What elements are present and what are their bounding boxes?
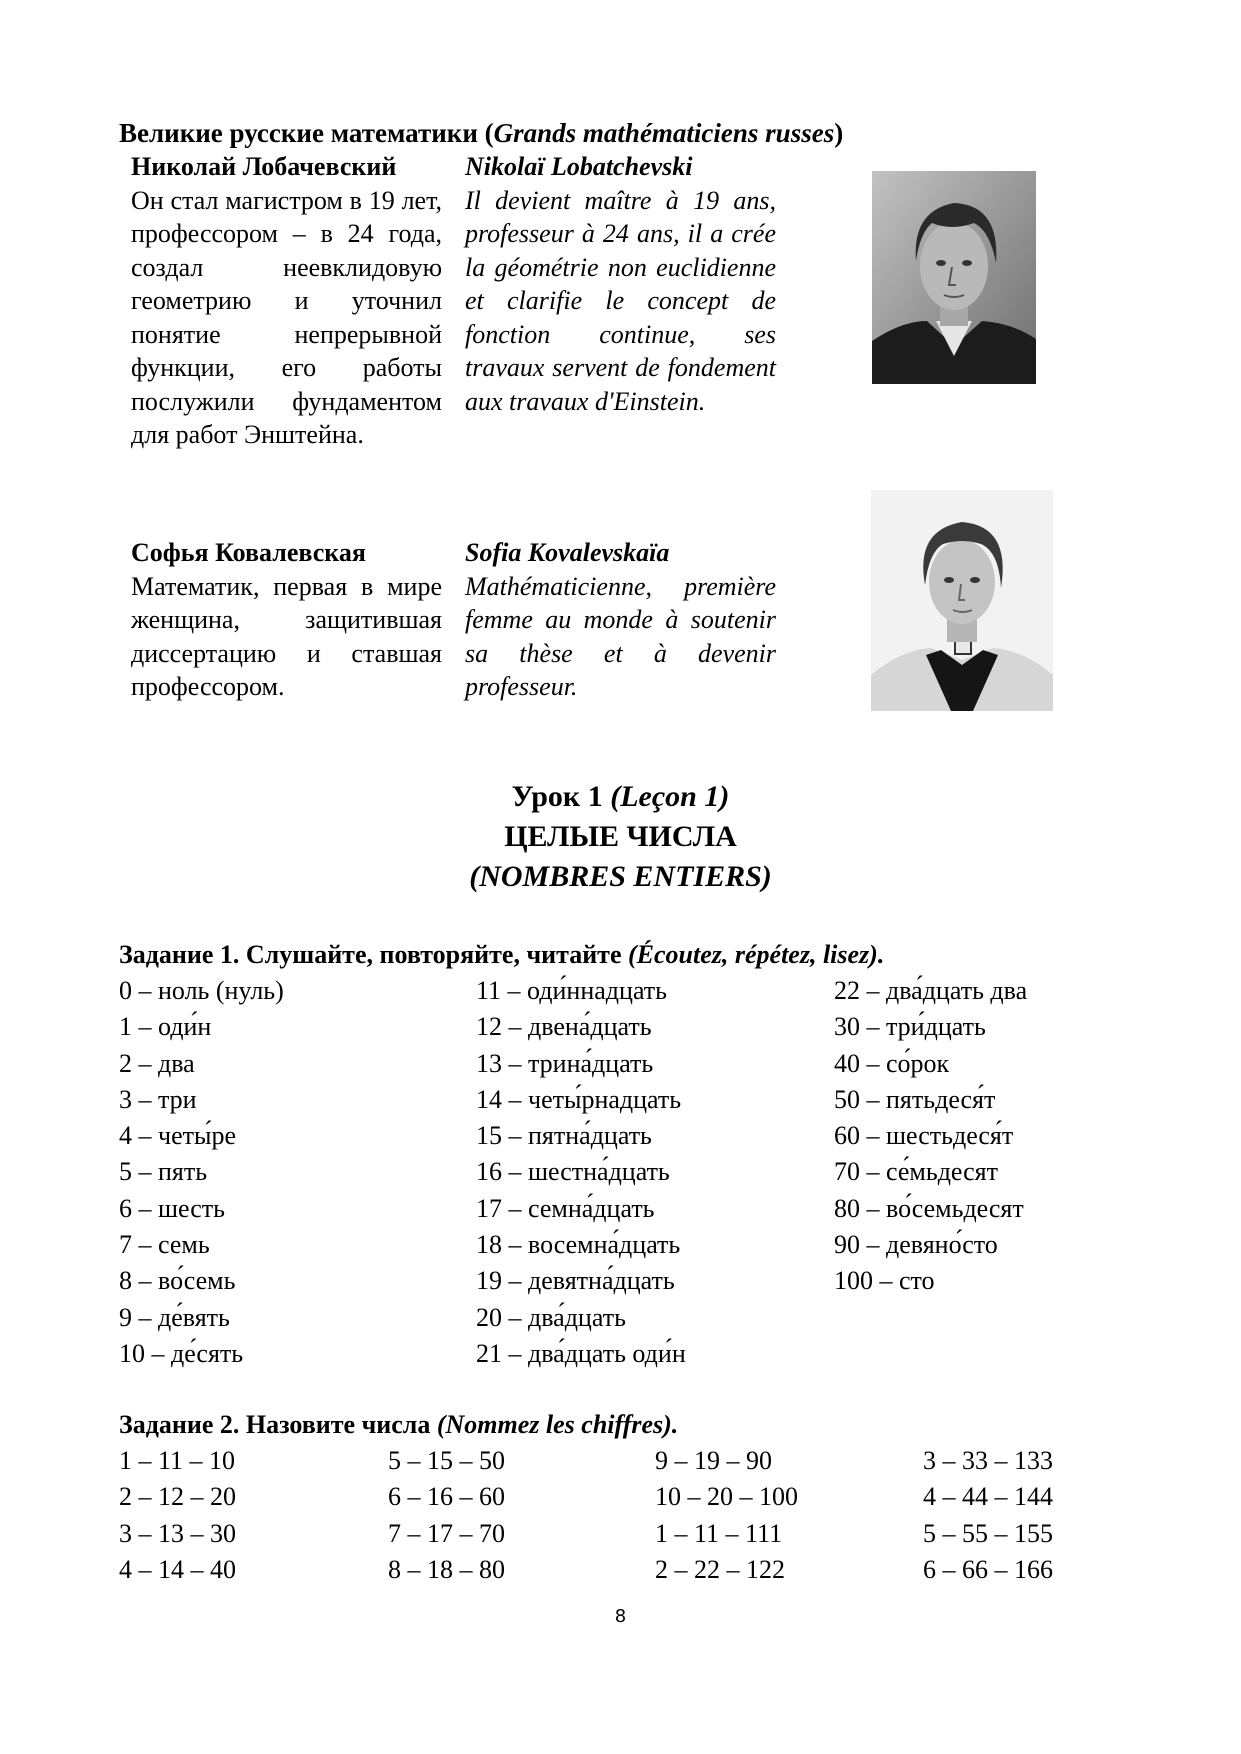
- number-sequence-item: 6 – 66 – 166: [923, 1554, 1053, 1584]
- number-word-item: 2 – два: [119, 1048, 195, 1078]
- number-word-item: 70 – се́мьдесят: [834, 1157, 998, 1187]
- text-lobachevsky-ru: Он стал магистром в 19 лет, профессором – в 24 года, создал неевклидовую геометрию и уточнил понятие непрерывной функции, его работы послужили фундаментом для работ Энштейна.: [131, 185, 442, 449]
- task1-column-2: [476, 973, 686, 1372]
- section-title-ru: Великие русские математики: [119, 118, 478, 148]
- lesson-title-fr-wrap: [0, 857, 1241, 897]
- portrait-lobachevsky: [872, 171, 1036, 384]
- lesson-number: [0, 777, 1241, 817]
- number-word-item: 11 – оди́ннадцать: [476, 976, 668, 1005]
- number-sequence-item: 8 – 18 – 80: [388, 1554, 505, 1584]
- number-word-item: 30 – три́дцать: [834, 1012, 986, 1042]
- number-word-item: 90 – девяно́сто: [834, 1230, 998, 1260]
- number-sequence-item: 4 – 14 – 40: [119, 1554, 236, 1584]
- number-word-item: 0 – ноль (нуль): [119, 976, 284, 1005]
- number-sequence-item: 9 – 19 – 90: [655, 1446, 772, 1475]
- number-word-item: 80 – во́семьдесят: [834, 1193, 1024, 1223]
- number-sequence-item: 4 – 44 – 144: [923, 1482, 1053, 1512]
- number-word-item: 40 – со́рок: [834, 1048, 950, 1078]
- number-sequence-item: 6 – 16 – 60: [388, 1482, 505, 1512]
- lesson-number-ru: Урок 1: [511, 780, 603, 813]
- number-word-item: 5 – пять: [119, 1157, 208, 1187]
- name-kovalevskaya-ru: Софья Ковалевская: [131, 538, 366, 567]
- number-word-item: 4 – четы́ре: [119, 1121, 236, 1151]
- text-kovalevskaya-fr: Mathématicienne, première femme au monde à soutenir sa thèse et à devenir professeur.: [465, 571, 776, 701]
- task2-column-4: [923, 1443, 1053, 1588]
- number-word-item: 9 – де́вять: [119, 1302, 230, 1332]
- task1-column-1: [119, 973, 284, 1372]
- number-sequence-item: 5 – 55 – 155: [923, 1518, 1053, 1548]
- number-sequence-item: 10 – 20 – 100: [655, 1482, 798, 1512]
- number-word-item: 22 – два́дцать два: [834, 976, 1028, 1005]
- number-word-item: 7 – семь: [119, 1230, 210, 1260]
- number-word-item: 8 – во́семь: [119, 1266, 236, 1296]
- lesson-title-fr: (NOMBRES ENTIERS): [469, 860, 772, 893]
- page-number: 8: [614, 1606, 627, 1627]
- task1-label-fr: (Écoutez, répétez, lisez).: [627, 940, 885, 969]
- number-word-item: 13 – трина́дцать: [476, 1048, 654, 1078]
- bio-lobachevsky-ru: [131, 150, 442, 452]
- number-word-item: 18 – восемна́дцать: [476, 1230, 681, 1260]
- bio-kovalevskaya-fr: [465, 536, 776, 704]
- number-word-item: 16 – шестна́дцать: [476, 1157, 670, 1187]
- text-lobachevsky-fr: Il devient maître à 19 ans, professeur à 24 ans, il a crée la géométrie non euclidienne et clarifie le concept de fonction continue, ses travaux servent de fondement aux travaux d'Einstein.: [465, 185, 776, 416]
- number-word-item: 1 – оди́н: [119, 1012, 212, 1042]
- task2-column-3: [655, 1443, 798, 1588]
- number-word-item: 14 – четы́рнадцать: [476, 1084, 682, 1114]
- text-kovalevskaya-ru: Математик, первая в мире женщина, защитившая диссертацию и ставшая профессором.: [131, 571, 442, 701]
- task1-label: Задание 1. Слушайте, повторяйте, читайте: [119, 940, 622, 969]
- number-word-item: 10 – де́сять: [119, 1338, 244, 1368]
- task1-column-3: [834, 973, 1027, 1300]
- lesson-title-ru: ЦЕЛЫЕ ЧИСЛА: [504, 820, 737, 853]
- number-word-item: 60 – шестьдеся́т: [834, 1121, 1014, 1151]
- task2-column-1: [119, 1443, 236, 1588]
- number-word-item: 12 – двена́дцать: [476, 1012, 652, 1042]
- portrait-kovalevskaya: [871, 490, 1053, 711]
- section-title-fr: Grands mathématiciens russes: [493, 118, 835, 148]
- number-sequence-item: 5 – 15 – 50: [388, 1446, 505, 1475]
- name-kovalevskaya-fr: Sofia Kovalevskaïa: [465, 538, 670, 567]
- number-sequence-item: 1 – 11 – 10: [119, 1446, 236, 1475]
- number-word-item: 21 – два́дцать оди́н: [476, 1338, 686, 1368]
- task2-column-2: [388, 1443, 505, 1588]
- number-sequence-item: 2 – 22 – 122: [655, 1554, 785, 1584]
- lesson-number-fr: (Leçon 1): [610, 780, 730, 813]
- bio-lobachevsky-fr: [465, 150, 776, 418]
- task1-heading: [119, 940, 884, 970]
- number-sequence-item: 3 – 13 – 30: [119, 1518, 236, 1548]
- number-sequence-item: 1 – 11 – 111: [655, 1518, 783, 1548]
- number-word-item: 15 – пятна́дцать: [476, 1121, 652, 1151]
- number-word-item: 6 – шесть: [119, 1193, 225, 1223]
- number-word-item: 20 – два́дцать: [476, 1302, 626, 1332]
- number-word-item: 50 – пятьдеся́т: [834, 1084, 996, 1114]
- number-word-item: 19 – девятна́дцать: [476, 1266, 675, 1296]
- section-title: Великие русские математики (Grands mathématiciens russes): [119, 118, 844, 148]
- bio-kovalevskaya-ru: [131, 536, 442, 704]
- task2-heading: [119, 1410, 678, 1440]
- number-word-item: 3 – три: [119, 1084, 197, 1114]
- task2-label: Задание 2. Назовите числа: [119, 1410, 431, 1439]
- number-word-item: 17 – семна́дцать: [476, 1193, 655, 1223]
- number-sequence-item: 7 – 17 – 70: [388, 1518, 505, 1548]
- number-sequence-item: 2 – 12 – 20: [119, 1482, 236, 1512]
- task2-label-fr: (Nommez les chiffres).: [436, 1410, 679, 1439]
- name-lobachevsky-ru: Николай Лобачевский: [131, 152, 397, 181]
- name-lobachevsky-fr: Nikolaï Lobatchevski: [465, 152, 693, 181]
- number-word-item: 100 – сто: [834, 1266, 935, 1296]
- number-sequence-item: 3 – 33 – 133: [923, 1446, 1053, 1475]
